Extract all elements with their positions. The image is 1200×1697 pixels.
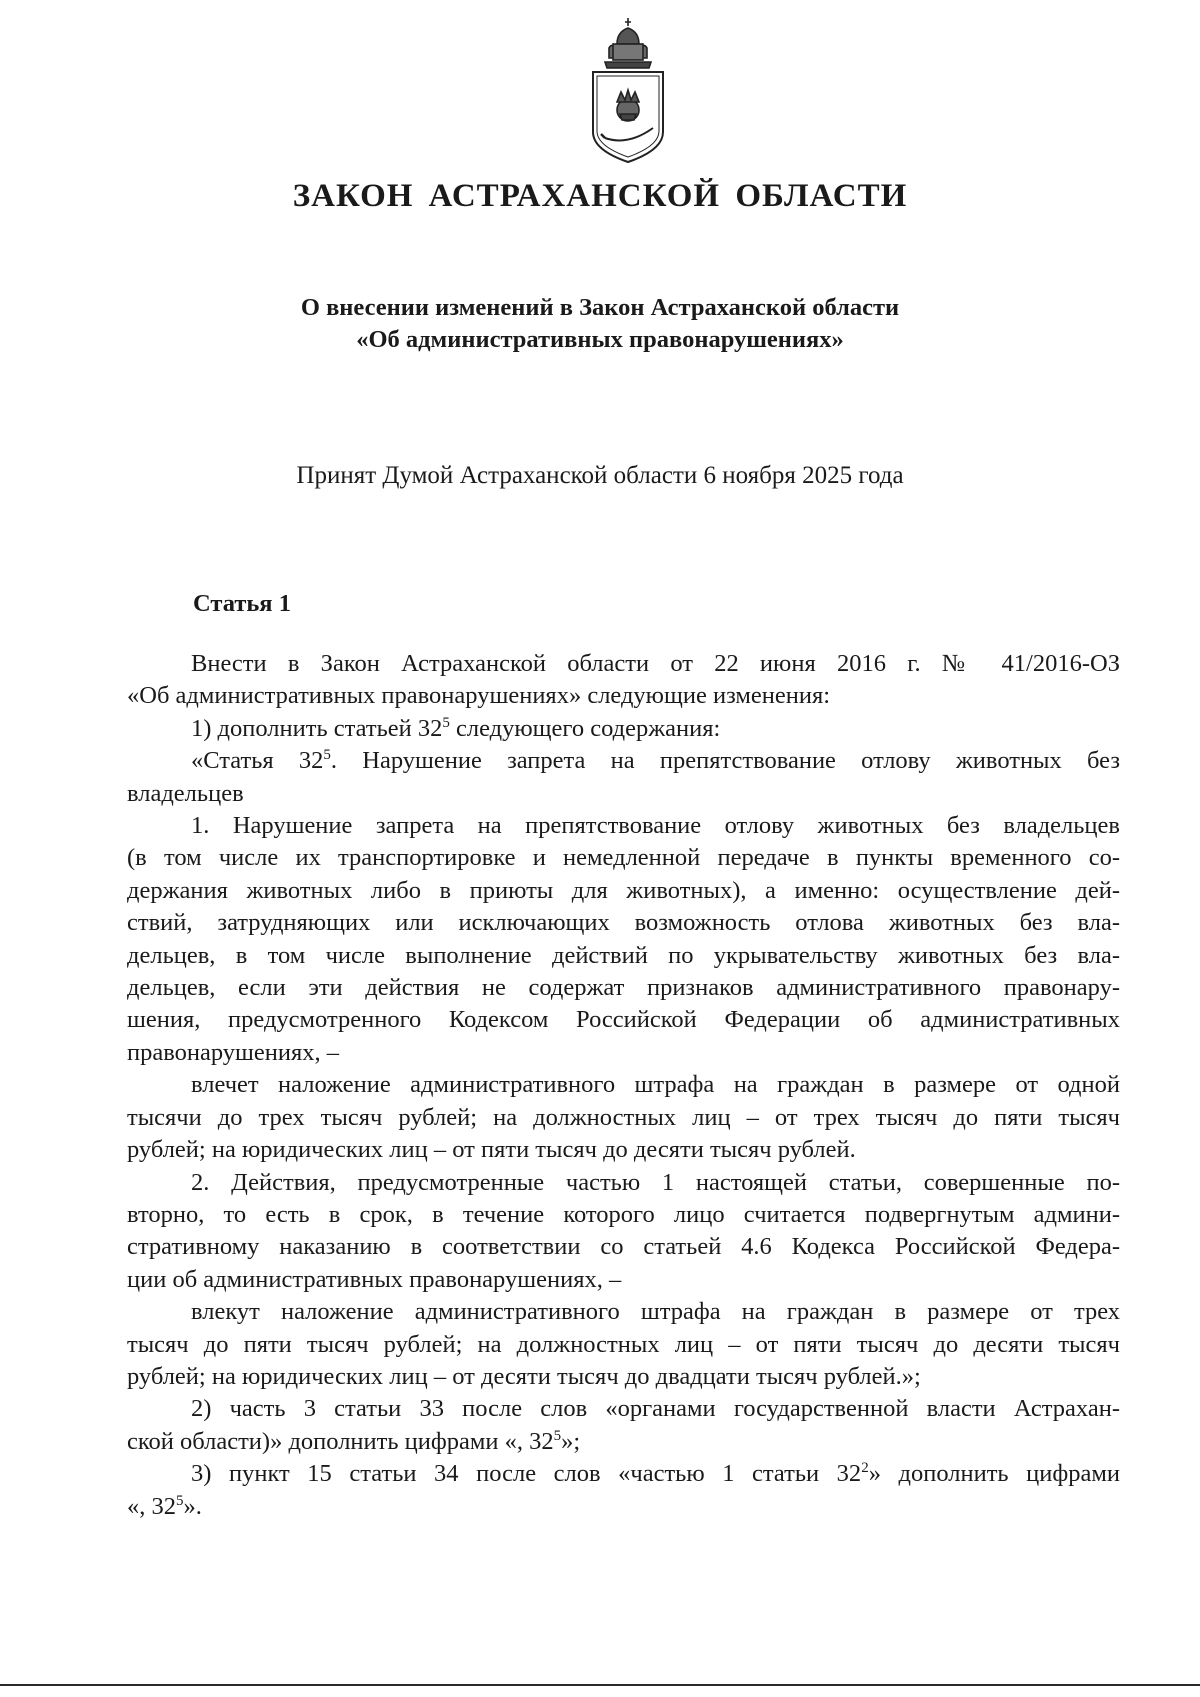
part-2-line: вторно, то есть в срок, в течение которого лицо считается подвергнутым админи- <box>127 1200 1120 1228</box>
item-2-line-2: ской области)» дополнить цифрами «, $32^5$»; <box>127 1427 581 1455</box>
penalty-1-line: влечет наложение административного штрафа на граждан в размере от одной <box>191 1071 1120 1099</box>
item-1: 1) дополнить статьей $32^5$ следующего содержания: <box>191 714 721 742</box>
article-heading: Статья 1 <box>193 590 291 617</box>
penalty-2-line: тысяч до пяти тысяч рублей; на должностных лиц – от пяти тысяч до десяти тысяч <box>127 1330 1120 1358</box>
part-1-line: правонарушениях, – <box>127 1038 340 1066</box>
law-title: ЗАКОН АСТРАХАНСКОЙ ОБЛАСТИ <box>292 178 908 214</box>
part-1 <box>127 810 1120 1069</box>
part-1-line: дельцев, если эти действия не содержат признаков административного правонару- <box>127 974 1120 1002</box>
part-1-line: дельцев, в том числе выполнение действий по укрывательству животных без вла- <box>127 941 1120 969</box>
part-1-line: шения, предусмотренного Кодексом Российской Федерации об административных <box>127 1006 1120 1034</box>
law-subtitle <box>0 292 1200 356</box>
part-2-line: стративному наказанию в соответствии со статьей 4.6 Кодекса Российской Федера- <box>127 1233 1120 1261</box>
new-article-title-line-2: владельцев <box>127 779 244 807</box>
penalty-1-line: рублей; на юридических лиц – от пяти тысяч до десяти тысяч рублей. <box>127 1136 856 1164</box>
item-3-line-1: 3) пункт 15 статьи 34 после слов «частью 1 статьи $32^2$» дополнить цифрами <box>191 1460 1120 1488</box>
intro-line-1: Внести в Закон Астраханской области от 22 июня 2016 г. № 41/2016-ОЗ <box>191 650 1120 677</box>
penalty-1 <box>127 1069 1120 1166</box>
footer-rule <box>0 1684 1200 1686</box>
part-1-line: держания животных либо в приюты для животных), а именно: осуществление дей- <box>127 876 1120 904</box>
part-1-line: (в том числе их транспортировке и немедленной передаче в пункты временного со- <box>127 844 1120 872</box>
article-body <box>127 648 1120 1523</box>
part-2 <box>127 1167 1120 1297</box>
item-2-line-1: 2) часть 3 статьи 33 после слов «органами государственной власти Астрахан- <box>191 1395 1120 1423</box>
penalty-1-line: тысячи до трех тысяч рублей; на должностных лиц – от трех тысяч до пяти тысяч <box>127 1103 1120 1131</box>
part-1-line: 1. Нарушение запрета на препятствование отлову животных без владельцев <box>191 812 1120 840</box>
coat-of-arms-icon <box>583 14 673 166</box>
adoption-statement: Принят Думой Астраханской области 6 ноября 2025 года <box>296 462 904 489</box>
intro-line-2: «Об административных правонарушениях» следующие изменения: <box>127 682 831 710</box>
subtitle-line-2: «Об административных правонарушениях» <box>356 326 844 353</box>
penalty-2 <box>127 1296 1120 1393</box>
new-article-title-line-1: «Статья $32^5$. Нарушение запрета на препятствование отлову животных без <box>191 747 1120 775</box>
part-2-line: 2. Действия, предусмотренные частью 1 настоящей статьи, совершенные по- <box>191 1168 1120 1196</box>
subtitle-line-1: О внесении изменений в Закон Астраханской области <box>300 294 900 321</box>
part-2-line: ции об административных правонарушениях, – <box>127 1265 622 1293</box>
penalty-2-line: влекут наложение административного штрафа на граждан в размере от трех <box>191 1298 1120 1326</box>
penalty-2-line: рублей; на юридических лиц – от десяти тысяч до двадцати тысяч рублей.»; <box>127 1362 921 1390</box>
item-3-line-2: «, $32^5$». <box>127 1492 202 1520</box>
part-1-line: ствий, затрудняющих или исключающих возможность отлова животных без вла- <box>127 909 1120 937</box>
